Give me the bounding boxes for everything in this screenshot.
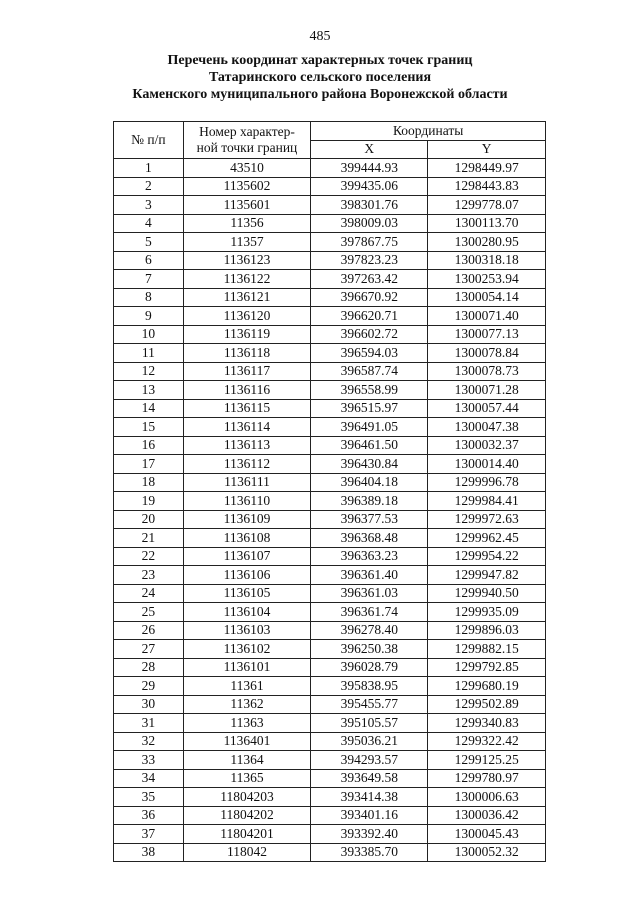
- y-coordinate-cell: 1300253.94: [428, 270, 546, 289]
- row-number-cell: 34: [114, 769, 184, 788]
- table-row: [114, 843, 546, 862]
- point-number-cell: 1136104: [183, 603, 311, 622]
- table-row: [114, 547, 546, 566]
- table-row: [114, 251, 546, 270]
- point-number-cell: 11804203: [183, 788, 311, 807]
- x-coordinate-cell: 393385.70: [311, 843, 428, 862]
- row-number-cell: 4: [114, 214, 184, 233]
- point-number-cell: 1135602: [183, 177, 311, 196]
- x-coordinate-cell: 393414.38: [311, 788, 428, 807]
- x-coordinate-cell: 398301.76: [311, 196, 428, 215]
- row-number-cell: 26: [114, 621, 184, 640]
- y-coordinate-cell: 1299940.50: [428, 584, 546, 603]
- point-number-cell: 1136119: [183, 325, 311, 344]
- point-number-cell: 1136116: [183, 381, 311, 400]
- x-coordinate-cell: 395455.77: [311, 695, 428, 714]
- point-number-cell: 1136118: [183, 344, 311, 363]
- row-number-cell: 16: [114, 436, 184, 455]
- x-coordinate-cell: 395036.21: [311, 732, 428, 751]
- y-coordinate-cell: 1300006.63: [428, 788, 546, 807]
- point-number-cell: 1136112: [183, 455, 311, 474]
- y-coordinate-cell: 1299340.83: [428, 714, 546, 733]
- table-row: [114, 455, 546, 474]
- y-coordinate-cell: 1299962.45: [428, 529, 546, 548]
- y-coordinate-cell: 1299322.42: [428, 732, 546, 751]
- y-coordinate-cell: 1300280.95: [428, 233, 546, 252]
- x-coordinate-cell: 396389.18: [311, 492, 428, 511]
- header-point-line-2: ной точки границ: [196, 140, 298, 155]
- row-number-cell: 17: [114, 455, 184, 474]
- y-coordinate-cell: 1300078.73: [428, 362, 546, 381]
- row-number-cell: 1: [114, 159, 184, 178]
- row-number-cell: 35: [114, 788, 184, 807]
- table-row: [114, 677, 546, 696]
- table-row: [114, 566, 546, 585]
- point-number-cell: 1136105: [183, 584, 311, 603]
- title-line-2: Татаринского сельского поселения: [208, 70, 432, 85]
- point-number-cell: 1136102: [183, 640, 311, 659]
- y-coordinate-cell: 1300047.38: [428, 418, 546, 437]
- y-coordinate-cell: 1300113.70: [428, 214, 546, 233]
- header-row-top: [114, 122, 546, 141]
- point-number-cell: 118042: [183, 843, 311, 862]
- point-number-cell: 1136120: [183, 307, 311, 326]
- table-row: [114, 399, 546, 418]
- table-row: [114, 270, 546, 289]
- point-number-cell: 43510: [183, 159, 311, 178]
- x-coordinate-cell: 396363.23: [311, 547, 428, 566]
- x-coordinate-cell: 396558.99: [311, 381, 428, 400]
- x-coordinate-cell: 396461.50: [311, 436, 428, 455]
- row-number-cell: 15: [114, 418, 184, 437]
- table-row: [114, 214, 546, 233]
- table-row: [114, 436, 546, 455]
- row-number-cell: 7: [114, 270, 184, 289]
- point-number-cell: 1136107: [183, 547, 311, 566]
- point-number-cell: 11356: [183, 214, 311, 233]
- x-coordinate-cell: 396250.38: [311, 640, 428, 659]
- coordinates-table: [113, 121, 546, 862]
- row-number-cell: 27: [114, 640, 184, 659]
- table-row: [114, 159, 546, 178]
- x-coordinate-cell: 396515.97: [311, 399, 428, 418]
- table-row: [114, 510, 546, 529]
- table-row: [114, 344, 546, 363]
- y-coordinate-cell: 1299935.09: [428, 603, 546, 622]
- x-coordinate-cell: 397823.23: [311, 251, 428, 270]
- y-coordinate-cell: 1300052.32: [428, 843, 546, 862]
- header-point-number: [183, 122, 311, 159]
- y-coordinate-cell: 1298443.83: [428, 177, 546, 196]
- point-number-cell: 1136106: [183, 566, 311, 585]
- y-coordinate-cell: 1300078.84: [428, 344, 546, 363]
- y-coordinate-cell: 1299972.63: [428, 510, 546, 529]
- x-coordinate-cell: 393392.40: [311, 825, 428, 844]
- table-row: [114, 233, 546, 252]
- x-coordinate-cell: 396361.03: [311, 584, 428, 603]
- row-number-cell: 9: [114, 307, 184, 326]
- y-coordinate-cell: 1299954.22: [428, 547, 546, 566]
- y-coordinate-cell: 1299947.82: [428, 566, 546, 585]
- row-number-cell: 13: [114, 381, 184, 400]
- point-number-cell: 1136103: [183, 621, 311, 640]
- y-coordinate-cell: 1298449.97: [428, 159, 546, 178]
- table-row: [114, 621, 546, 640]
- row-number-cell: 2: [114, 177, 184, 196]
- table-row: [114, 307, 546, 326]
- table-row: [114, 584, 546, 603]
- point-number-cell: 1136111: [183, 473, 311, 492]
- table-row: [114, 529, 546, 548]
- x-coordinate-cell: 396377.53: [311, 510, 428, 529]
- table-row: [114, 177, 546, 196]
- point-number-cell: 11804202: [183, 806, 311, 825]
- y-coordinate-cell: 1300014.40: [428, 455, 546, 474]
- table-row: [114, 658, 546, 677]
- row-number-cell: 5: [114, 233, 184, 252]
- row-number-cell: 12: [114, 362, 184, 381]
- point-number-cell: 1136110: [183, 492, 311, 511]
- table-row: [114, 603, 546, 622]
- x-coordinate-cell: 393401.16: [311, 806, 428, 825]
- y-coordinate-cell: 1300054.14: [428, 288, 546, 307]
- x-coordinate-cell: 394293.57: [311, 751, 428, 770]
- point-number-cell: 1136113: [183, 436, 311, 455]
- point-number-cell: 1136114: [183, 418, 311, 437]
- y-coordinate-cell: 1300032.37: [428, 436, 546, 455]
- x-coordinate-cell: 396670.92: [311, 288, 428, 307]
- table-row: [114, 196, 546, 215]
- x-coordinate-cell: 396602.72: [311, 325, 428, 344]
- y-coordinate-cell: 1300077.13: [428, 325, 546, 344]
- row-number-cell: 8: [114, 288, 184, 307]
- row-number-cell: 29: [114, 677, 184, 696]
- point-number-cell: 1136108: [183, 529, 311, 548]
- table-row: [114, 825, 546, 844]
- row-number-cell: 31: [114, 714, 184, 733]
- title-line-3: Каменского муниципального района Воронежской области: [132, 87, 508, 102]
- x-coordinate-cell: 397263.42: [311, 270, 428, 289]
- page-number: 485: [309, 29, 331, 44]
- header-coordinates: Координаты: [311, 122, 546, 141]
- header-y: Y: [428, 140, 546, 159]
- point-number-cell: 11362: [183, 695, 311, 714]
- point-number-cell: 1136123: [183, 251, 311, 270]
- y-coordinate-cell: 1299125.25: [428, 751, 546, 770]
- y-coordinate-cell: 1299984.41: [428, 492, 546, 511]
- row-number-cell: 19: [114, 492, 184, 511]
- y-coordinate-cell: 1300071.40: [428, 307, 546, 326]
- table-row: [114, 288, 546, 307]
- table-row: [114, 695, 546, 714]
- row-number-cell: 24: [114, 584, 184, 603]
- table-row: [114, 418, 546, 437]
- table-row: [114, 325, 546, 344]
- row-number-cell: 11: [114, 344, 184, 363]
- table-row: [114, 788, 546, 807]
- y-coordinate-cell: 1300036.42: [428, 806, 546, 825]
- table-row: [114, 362, 546, 381]
- point-number-cell: 11364: [183, 751, 311, 770]
- table-body: [114, 159, 546, 862]
- point-number-cell: 1136121: [183, 288, 311, 307]
- point-number-cell: 1136117: [183, 362, 311, 381]
- row-number-cell: 33: [114, 751, 184, 770]
- row-number-cell: 22: [114, 547, 184, 566]
- x-coordinate-cell: 395105.57: [311, 714, 428, 733]
- point-number-cell: 1136401: [183, 732, 311, 751]
- x-coordinate-cell: 396368.48: [311, 529, 428, 548]
- point-number-cell: 1136115: [183, 399, 311, 418]
- point-number-cell: 11804201: [183, 825, 311, 844]
- row-number-cell: 6: [114, 251, 184, 270]
- x-coordinate-cell: 396278.40: [311, 621, 428, 640]
- y-coordinate-cell: 1299502.89: [428, 695, 546, 714]
- point-number-cell: 1135601: [183, 196, 311, 215]
- y-coordinate-cell: 1299996.78: [428, 473, 546, 492]
- row-number-cell: 36: [114, 806, 184, 825]
- row-number-cell: 28: [114, 658, 184, 677]
- x-coordinate-cell: 395838.95: [311, 677, 428, 696]
- x-coordinate-cell: 396361.40: [311, 566, 428, 585]
- point-number-cell: 11365: [183, 769, 311, 788]
- y-coordinate-cell: 1299780.97: [428, 769, 546, 788]
- y-coordinate-cell: 1299792.85: [428, 658, 546, 677]
- y-coordinate-cell: 1300071.28: [428, 381, 546, 400]
- x-coordinate-cell: 396594.03: [311, 344, 428, 363]
- table-row: [114, 806, 546, 825]
- title-line-1: Перечень координат характерных точек границ: [167, 53, 473, 68]
- point-number-cell: 1136122: [183, 270, 311, 289]
- table-row: [114, 732, 546, 751]
- y-coordinate-cell: 1300057.44: [428, 399, 546, 418]
- x-coordinate-cell: 396361.74: [311, 603, 428, 622]
- row-number-cell: 14: [114, 399, 184, 418]
- x-coordinate-cell: 396404.18: [311, 473, 428, 492]
- table-row: [114, 473, 546, 492]
- row-number-cell: 21: [114, 529, 184, 548]
- row-number-cell: 18: [114, 473, 184, 492]
- row-number-cell: 20: [114, 510, 184, 529]
- x-coordinate-cell: 399435.06: [311, 177, 428, 196]
- x-coordinate-cell: 396028.79: [311, 658, 428, 677]
- point-number-cell: 11361: [183, 677, 311, 696]
- x-coordinate-cell: 398009.03: [311, 214, 428, 233]
- point-number-cell: 11363: [183, 714, 311, 733]
- x-coordinate-cell: 396430.84: [311, 455, 428, 474]
- x-coordinate-cell: 393649.58: [311, 769, 428, 788]
- row-number-cell: 25: [114, 603, 184, 622]
- point-number-cell: 1136101: [183, 658, 311, 677]
- table-row: [114, 492, 546, 511]
- y-coordinate-cell: 1299896.03: [428, 621, 546, 640]
- y-coordinate-cell: 1300045.43: [428, 825, 546, 844]
- row-number-cell: 23: [114, 566, 184, 585]
- y-coordinate-cell: 1299882.15: [428, 640, 546, 659]
- y-coordinate-cell: 1299778.07: [428, 196, 546, 215]
- header-num: № п/п: [114, 122, 184, 159]
- table-row: [114, 769, 546, 788]
- x-coordinate-cell: 396620.71: [311, 307, 428, 326]
- x-coordinate-cell: 396587.74: [311, 362, 428, 381]
- point-number-cell: 11357: [183, 233, 311, 252]
- table-row: [114, 640, 546, 659]
- point-number-cell: 1136109: [183, 510, 311, 529]
- table-row: [114, 751, 546, 770]
- header-x: X: [311, 140, 428, 159]
- row-number-cell: 37: [114, 825, 184, 844]
- document-title: [0, 52, 640, 103]
- row-number-cell: 10: [114, 325, 184, 344]
- row-number-cell: 3: [114, 196, 184, 215]
- y-coordinate-cell: 1300318.18: [428, 251, 546, 270]
- header-point-line-1: Номер характер-: [199, 124, 295, 139]
- x-coordinate-cell: 396491.05: [311, 418, 428, 437]
- row-number-cell: 32: [114, 732, 184, 751]
- x-coordinate-cell: 399444.93: [311, 159, 428, 178]
- row-number-cell: 38: [114, 843, 184, 862]
- y-coordinate-cell: 1299680.19: [428, 677, 546, 696]
- x-coordinate-cell: 397867.75: [311, 233, 428, 252]
- table-row: [114, 381, 546, 400]
- row-number-cell: 30: [114, 695, 184, 714]
- table-row: [114, 714, 546, 733]
